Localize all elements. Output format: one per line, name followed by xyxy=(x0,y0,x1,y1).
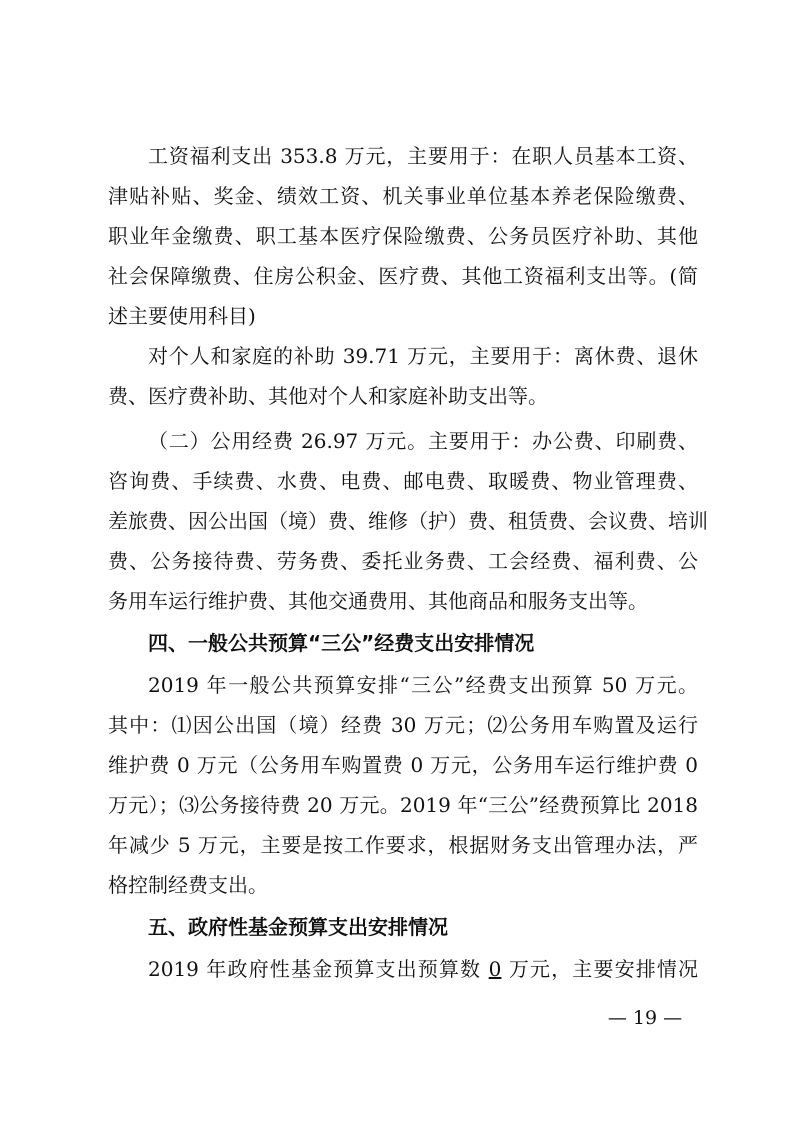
paragraph-line: 其中：⑴因公出国（境）经费 30 万元；⑵公务用车购置及运行 xyxy=(108,713,698,737)
paragraph-line: 对个人和家庭的补助 39.71 万元，主要用于：离休费、退休 xyxy=(148,344,698,368)
paragraph-line: 津贴补贴、奖金、绩效工资、机关事业单位基本养老保险缴费、 xyxy=(108,184,698,208)
paragraph-line: 格控制经费支出。 xyxy=(108,873,268,897)
paragraph-line: 万元）；⑶公务接待费 20 万元。2019 年“三公”经费预算比 2018 xyxy=(108,793,698,817)
paragraph-line: 务用车运行维护费、其他交通费用、其他商品和服务支出等。 xyxy=(108,589,648,613)
paragraph-line: 工资福利支出 353.8 万元，主要用于：在职人员基本工资、 xyxy=(148,144,698,168)
paragraph-line: 维护费 0 万元（公务用车购置费 0 万元，公务用车运行维护费 0 xyxy=(108,753,698,777)
paragraph-text: 万元，主要安排情况 xyxy=(501,957,698,981)
paragraph-line: 咨询费、手续费、水费、电费、邮电费、取暖费、物业管理费、 xyxy=(108,469,698,493)
paragraph-line: 社会保障缴费、住房公积金、医疗费、其他工资福利支出等。(简 xyxy=(108,264,698,288)
paragraph-line: 职业年金缴费、职工基本医疗保险缴费、公务员医疗补助、其他 xyxy=(108,224,698,248)
page-number: — 19 — xyxy=(607,1007,683,1029)
underlined-amount: 0 xyxy=(488,957,502,981)
section-heading: 四、一般公共预算“三公”经费支出安排情况 xyxy=(148,631,535,655)
paragraph-line: 差旅费、因公出国（境）费、维修（护）费、租赁费、会议费、培训 xyxy=(108,509,708,533)
paragraph-line: 2019 年一般公共预算安排“三公”经费支出预算 50 万元。 xyxy=(148,673,698,697)
paragraph-line: 年减少 5 万元，主要是按工作要求，根据财务支出管理办法，严 xyxy=(108,833,698,857)
paragraph-line xyxy=(148,956,698,982)
paragraph-line: 述主要使用科目) xyxy=(108,304,256,328)
paragraph-line: 费、医疗费补助、其他对个人和家庭补助支出等。 xyxy=(108,384,548,408)
paragraph-line: 费、公务接待费、劳务费、委托业务费、工会经费、福利费、公 xyxy=(108,549,698,573)
paragraph-text: 2019 年政府性基金预算支出预算数 xyxy=(148,957,489,981)
section-heading: 五、政府性基金预算支出安排情况 xyxy=(148,915,448,939)
paragraph-line: （二）公用经费 26.97 万元。主要用于：办公费、印刷费、 xyxy=(148,429,698,453)
